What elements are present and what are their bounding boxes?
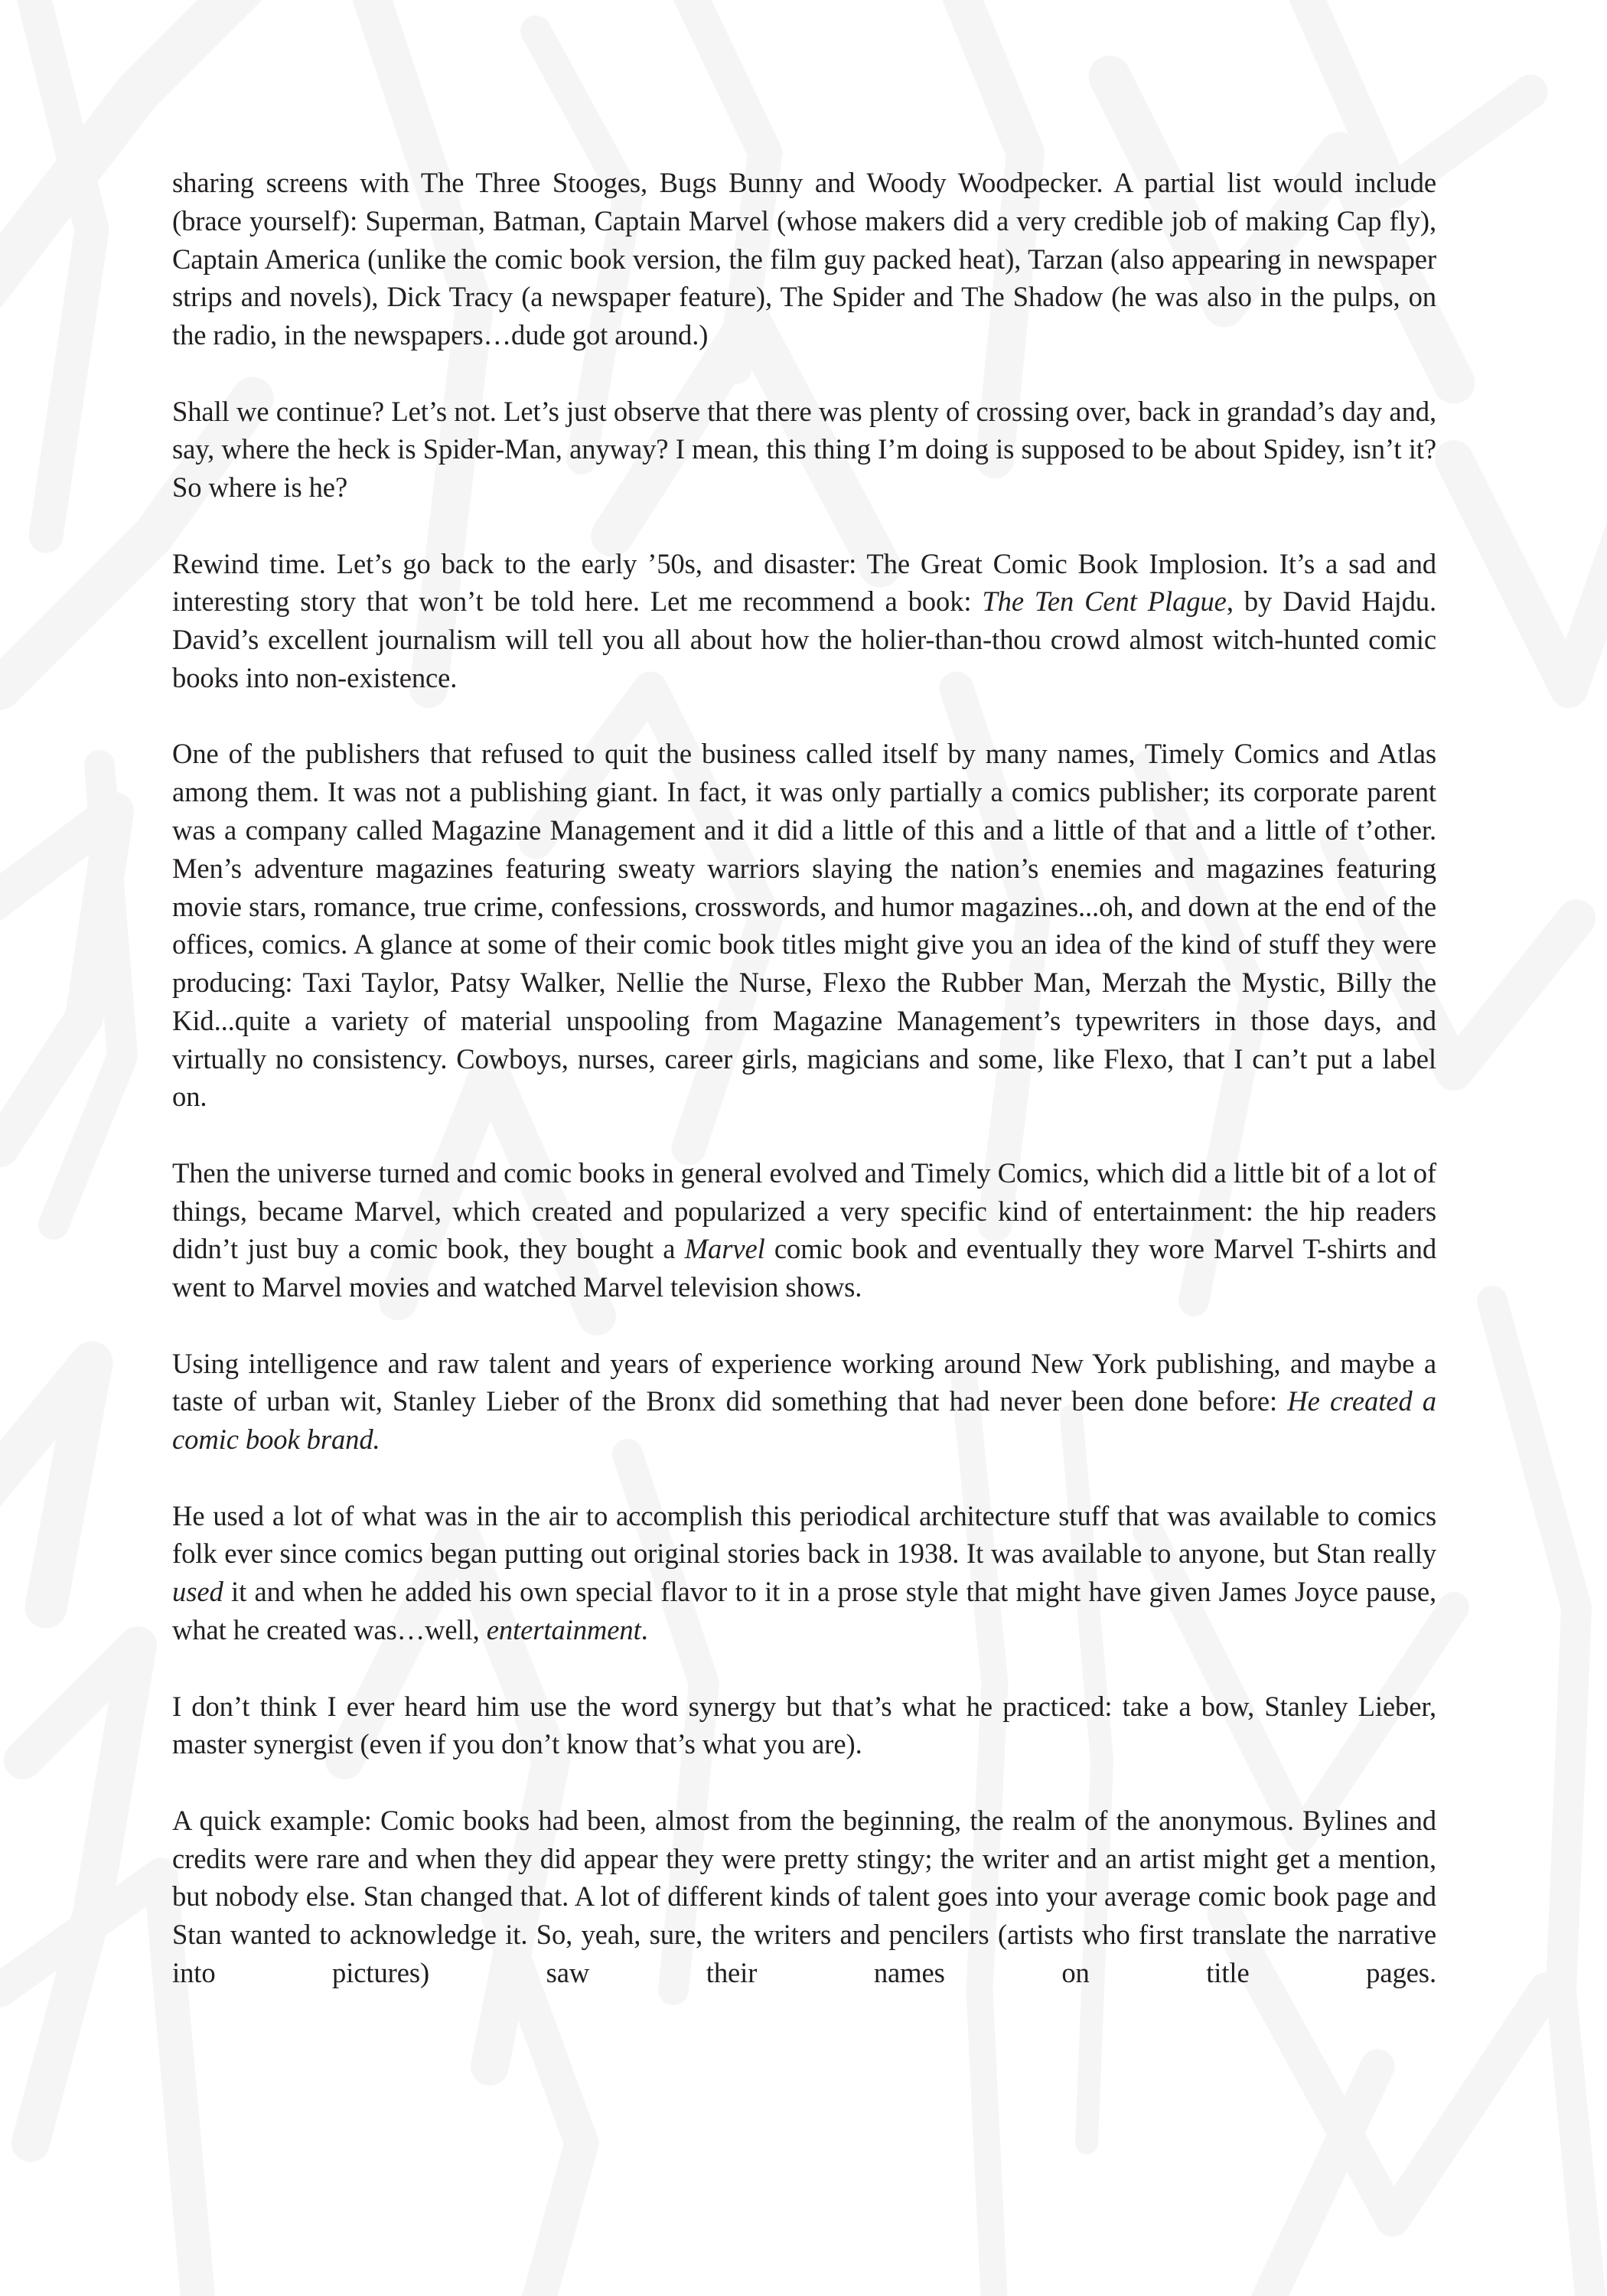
text-run: Using intelligence and raw talent and years of experience working around New York publishing, and maybe a taste of urban wit, Stanley Lieber of the Bronx did something that had never been done before: [172, 1347, 1436, 1417]
text-run: . [641, 1614, 648, 1645]
paragraph [172, 735, 1436, 1116]
paragraph [172, 164, 1436, 354]
text-run: One of the publishers that refused to quit the business called itself by many names, Timely Comics and Atlas among them. It was not a publishing giant. In fact, it was only partially a comics publisher; its corporate parent was a company called Magazine Management and it did a little of this and a little of that and a little of t’other. Men’s adventure magazines featuring sweaty warriors slaying the nation’s enemies and magazines featuring movie stars, romance, true crime, confessions, crosswords, and humor magazines...oh, and down at the end of the offices, comics. A glance at some of their comic book titles might give you an idea of the kind of stuff they were producing: Taxi Taylor, Patsy Walker, Nellie the Nurse, Flexo the Rubber Man, Merzah the Mystic, Billy the Kid...quite a variety of material unspooling from Magazine Management’s typewriters in those days, and virtually no consistency. Cowboys, nurses, career girls, magicians and some, like Flexo, that I can’t put a label on. [172, 738, 1436, 1113]
text-run: He used a lot of what was in the air to accomplish this periodical architecture stuff that was available to comics folk ever since comics began putting out original stories back in 1938. It was available to anyone, but Stan really [172, 1499, 1436, 1570]
paragraph [172, 393, 1436, 507]
italic-text-run: entertainment [486, 1614, 641, 1645]
paragraph [172, 1497, 1436, 1649]
text-run: I don’t think I ever heard him use the word synergy but that’s what he practiced: take a bow, Stanley Lieber, master synergist (even if you don’t know that’s what you are). [172, 1690, 1436, 1760]
text-run: comic book and eventually they wore Marvel T-shirts and went to Marvel movies and watched Marvel television shows. [172, 1233, 1437, 1303]
paragraph [172, 1154, 1436, 1306]
text-run: it and when he added his own special flavor to it in a prose style that might have given James Joyce pause, what he created was…well, [172, 1576, 1436, 1645]
document-body [172, 164, 1436, 2030]
italic-text-run: used [172, 1576, 223, 1608]
text-run: sharing screens with The Three Stooges, Bugs Bunny and Woody Woodpecker. A partial list would include (brace yourself): Superman, Batman, Captain Marvel (whose makers did a very credible job of making Cap fly), Captain America (unlike the comic book version, the film guy packed heat), Tarzan (also appearing in newspaper strips and novels), Dick Tracy (a newspaper feature), The Spider and The Shadow (he was also in the pulps, on the radio, in the newspapers…dude got around.) [172, 167, 1436, 351]
italic-text-run: He created a comic book brand. [172, 1385, 1437, 1456]
paragraph [172, 545, 1436, 697]
text-run: Shall we continue? Let’s not. Let’s just observe that there was plenty of crossing over, back in grandad’s day and, say, where the heck is Spider-Man, anyway? I mean, this thing I’m doing is supposed to be about Spidey, isn’t it? So where is he? [172, 395, 1436, 504]
text-run: A quick example: Comic books had been, almost from the beginning, the realm of the anonymous. Bylines and credits were rare and when they did appear they were pretty stingy; the writer and an artist might get a mention, but nobody else. Stan changed that. A lot of different kinds of talent goes into your average comic book page and Stan wanted to acknowledge it. So, yeah, sure, the writers and pencilers (artists who first translate the narrative into pictures) saw their names on title pages. [172, 1804, 1436, 1988]
paragraph [172, 1688, 1436, 1764]
paragraph [172, 1802, 1436, 1992]
paragraph [172, 1345, 1436, 1459]
text-run: , by David Hajdu. David’s excellent journalism will tell you all about how the holier-than-thou crowd almost witch-hunted comic books into non-existence. [172, 585, 1437, 693]
text-run: Then the universe turned and comic books in general evolved and Timely Comics, which did a little bit of a lot of things, became Marvel, which created and popularized a very specific kind of entertainment: the hip readers didn’t just buy a comic book, they bought a [172, 1156, 1436, 1265]
italic-text-run: The Ten Cent Plague [982, 585, 1227, 618]
text-run: Rewind time. Let’s go back to the early ’50s, and disaster: The Great Comic Book Implosion. It’s a sad and interesting story that won’t be told here. Let me recommend a book: [172, 547, 1436, 618]
italic-text-run: Marvel [684, 1233, 765, 1265]
